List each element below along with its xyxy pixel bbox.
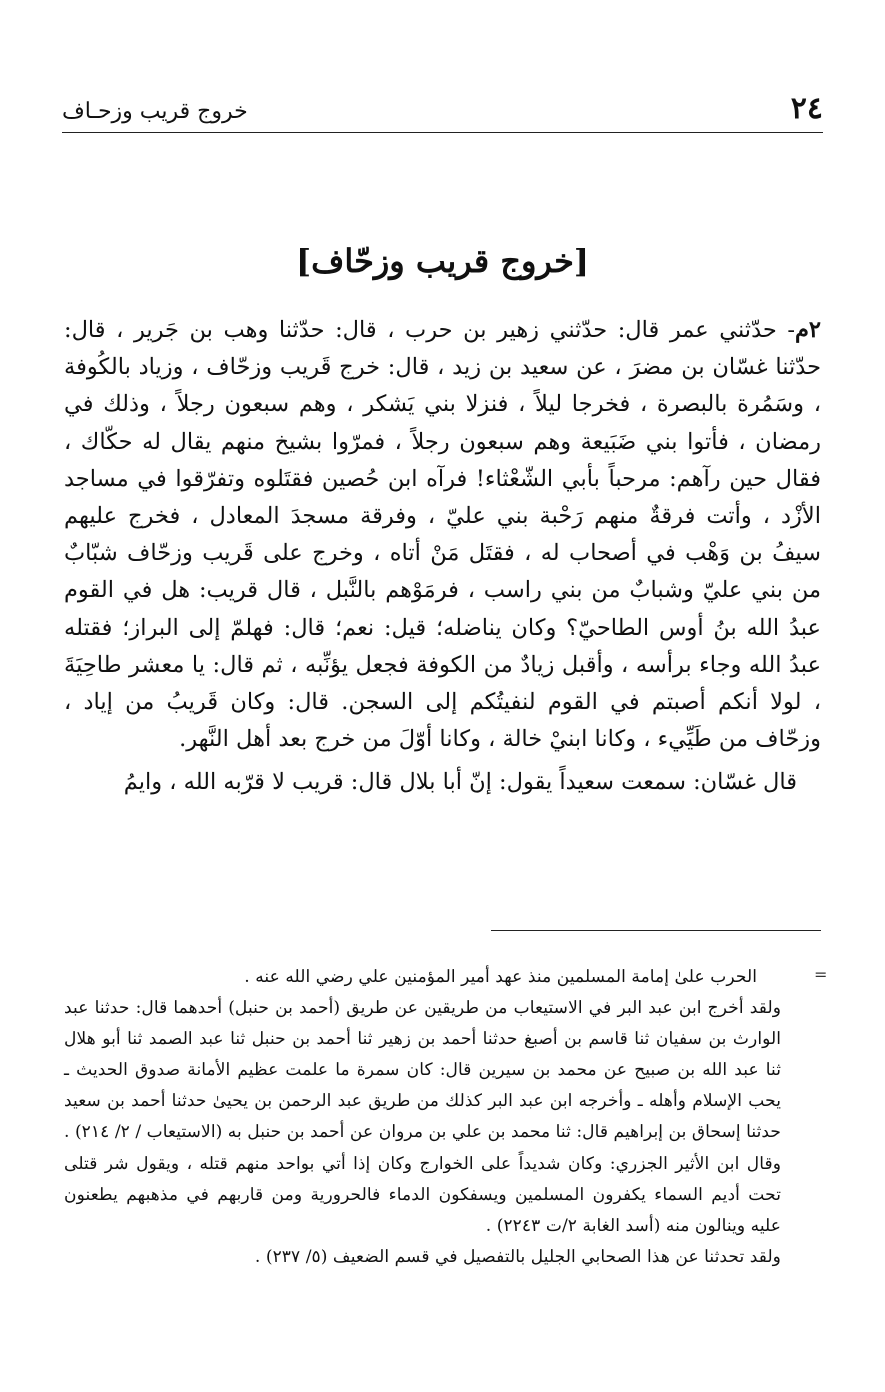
paragraph-2: قال غسّان: سمعت سعيداً يقول: إنّ أبا بلال قال: قريب لا قرّبه الله ، وايمُ <box>123 769 797 796</box>
footnote-line: وقال ابن الأثير الجزري: وكان شديداً على الخوارج وكان إذا أتي بواحد منهم قتله ، ويقول شر قتلى تحت أديم السماء يكفرون المسلمين ويسفكون الدماء فالحرورية ومن قاربهم في مذهبهم يطعنون عليه وينالون منه (أسد الغابة ٢/ت ٢٢٤٣) . <box>64 1153 781 1236</box>
main-text <box>64 312 821 802</box>
section-title: [خروج قريب وزحّاف] <box>296 242 589 280</box>
footnotes <box>64 962 781 1273</box>
footnote-divider <box>491 930 821 931</box>
footnote-continuation-mark: = <box>814 965 828 984</box>
running-title: خروج قريب وزحـاف <box>62 99 248 124</box>
running-header <box>62 82 823 133</box>
page-number: ٢٤ <box>790 91 823 126</box>
footnote-line: ولقد أخرج ابن عبد البر في الاستيعاب من طريقين عن طريق (أحمد بن حنبل) أحدهما قال: حدثنا عبد الوارث بن سفيان ثنا قاسم بن أصبغ حدثنا أحمد بن زهير ثنا أحمد بن حنبل ثنا عبد الصمد ثنا أبو هلال ثنا عبد الله بن صبيح عن محمد بن سيرين قال: كان سمرة ما علمت عظيم الأمانة صدوق الحديث ـ يحب الإسلام وأهله ـ وأخرجه ابن عبد البر كذلك من طريق عبد الرحمن بن يحيىٰ حدثنا أحمد بن سعيد حدثنا إسحاق بن إبراهيم قال: ثنا محمد بن علي بن مروان عن أحمد بن حنبل به (الاستيعاب / ٢/ ٢١٤) . <box>64 998 781 1143</box>
footnote-line: الحرب علىٰ إمامة المسلمين منذ عهد أمير المؤمنين علي رضي الله عنه . <box>244 967 757 987</box>
footnote-line: ولقد تحدثنا عن هذا الصحابي الجليل بالتفصيل في قسم الضعيف (٥/ ٢٣٧) . <box>254 1246 781 1267</box>
paragraph-number: ٢م <box>794 317 821 343</box>
paragraph-1-text: - حدّثني عمر قال: حدّثني زهير بن حرب ، قال: حدّثنا وهب بن جَرير ، قال: حدّثنا غسّان بن مضرَ ، عن سعيد بن زيد ، قال: خرج قَريب وزحّاف ، وزياد بالكُوفة ، وسَمُرة بالبصرة ، فخرجا ليلاً ، فنزلا بني يَشكر ، وهم سبعون رجلاً ، وذلك في رمضان ، فأتوا بني ضَبَيعة وهم سبعون رجلاً ، فمرّوا بشيخ منهم يقال له حكّاك ، فقال حين رآهم: مرحباً بأبي الشّعْثاء! فرآه ابن حُصين فقتَلوه وتفرّقوا في مساجد الأزْد ، وأتت فرقةٌ منهم رَحْبة بني عليّ ، وفرقة مسجدَ المعادل ، فخرج عليهم سيفُ بن وَهْب في أصحاب له ، فقتَل مَنْ أتاه ، وخرج على قَريب وزحّاف شبّابٌ من بني عليّ وشبابٌ من بني راسب ، فرمَوْهم بالنَّبل ، قال قريب: هل في القوم عبدُ الله بنُ أوس الطاحيّ؟ وكان يناضله؛ قيل: نعم؛ قال: فهلمّ إلى البراز؛ فقتله عبدُ الله وجاء برأسه ، وأقبل زيادٌ من الكوفة فجعل يؤنِّبه ، ثم قال: يا معشر طاحِيَةَ ، لولا أنكم أصبتم في القوم لنفيتُكم إلى السجن. قال: وكان قَريبُ من إياد ، وزحّاف من طَيِّيء ، وكانا ابنيْ خالة ، وكانا أوّلَ من خرج بعد أهل النَّهر. <box>64 317 821 753</box>
paragraph-1 <box>64 312 821 758</box>
